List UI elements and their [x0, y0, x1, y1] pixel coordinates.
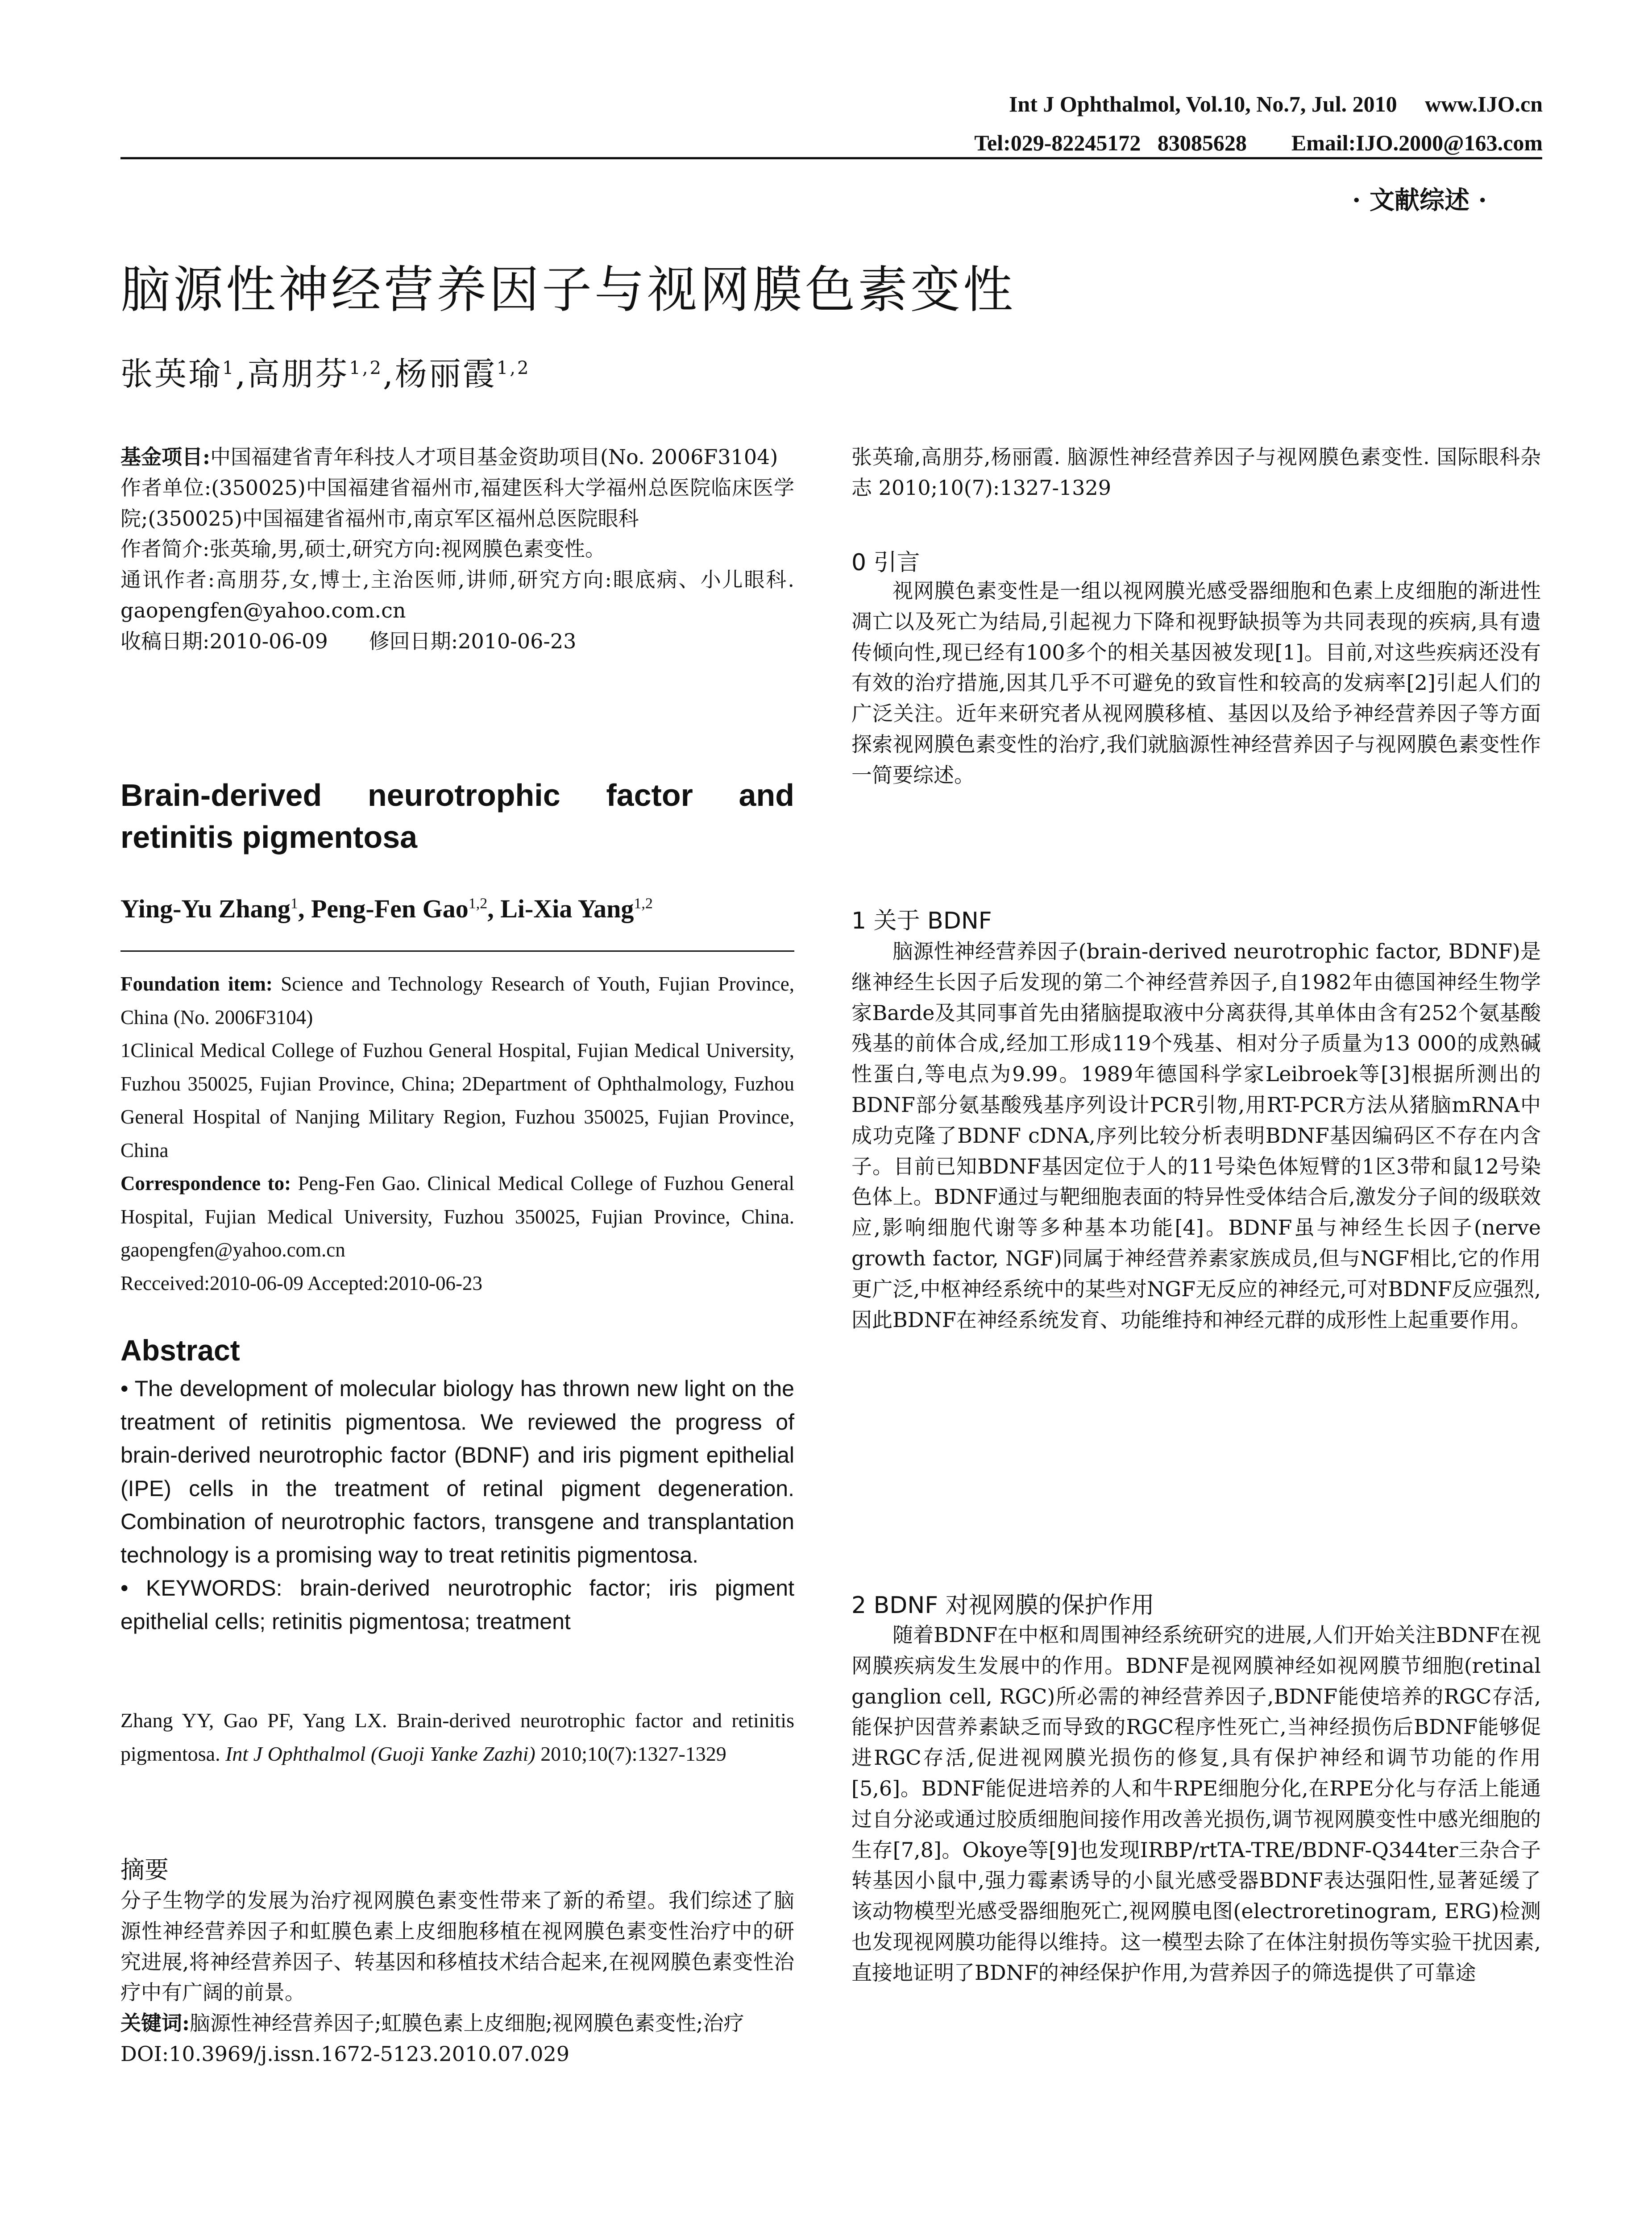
info-en	[120, 967, 794, 1300]
foundation-en-text: Science and Technology Research of Youth, Fujian Province, China (No. 2006F3104)	[120, 973, 795, 1028]
section-rule	[120, 950, 794, 952]
section1-paragraph: 脑源性神经营养因子(brain-derived neurotrophic factor, BDNF)是继神经生长因子后发现的第二个神经营养因子,自1982年由德国神经生物学家Barde及其同事首先由猪脑提取液中分离获得,其单体由含有252个氨基酸残基的前体合成,经加工形成119个残基、相对分子质量为13 000的成熟碱性蛋白,等电点为9.99。1989年德国科学家Leibroek等[3]根据所测出的BDNF部分氨基酸残基序列设计PCR引物,用RT-PCR方法从猪脑mRNA中成功克隆了BDNF cDNA,序列比较分析表明BDNF基因编码区不存在内含子。目前已知BDNF基因定位于人的11号染色体短臂的1区3带和鼠12号染色体上。BDNF通过与靶细胞表面的特异性受体结合后,激发分子间的级联效应,影响细胞代谢等多种基本功能[4]。BDNF虽与神经生长因子(nerve growth factor, NGF)同属于神经营养素家族成员,但与NGF相比,它的作用更广泛,中枢神经系统中的某些对NGF无反应的神经元,可对BDNF反应强烈,因此BDNF在神经系统发育、功能维持和神经元群的成形性上起重要作用。	[851, 939, 1541, 1332]
section2-heading: 2 BDNF 对视网膜的保护作用	[851, 1592, 1154, 1619]
dates-en: Recceived:2010-06-09 Accepted:2010-06-23	[120, 1272, 482, 1294]
author-3-affil: 1,2	[496, 358, 531, 378]
authors-cn	[120, 348, 531, 394]
keywords-en: • KEYWORDS: brain-derived neurotrophic factor; iris pigment epithelial cells; retinitis pigmentosa; treatment	[120, 1576, 794, 1634]
citation-en-post: 2010;10(7):1327-1329	[535, 1742, 726, 1765]
keywords-cn-label: 关键词:	[120, 2011, 190, 2036]
foundation-en	[120, 967, 794, 1034]
authors-en	[120, 894, 794, 924]
author-en-2: , Peng-Fen Gao	[298, 894, 469, 923]
citation-en-pre: Zhang YY, Gao PF, Yang LX. Brain-derived neurotrophic factor and retinitis pigmentosa.	[120, 1709, 794, 1765]
intro-heading: 0 引言	[851, 549, 920, 576]
author-en-3: , Li-Xia Yang	[487, 894, 634, 923]
citation-cn	[851, 442, 1541, 503]
author-en-3-affil: 1,2	[634, 895, 653, 912]
corr-en-label: Correspondence to:	[120, 1172, 291, 1194]
journal-header: Int J Ophthalmol, Vol.10, No.7, Jul. 2010 www.IJO.cn	[1009, 91, 1543, 116]
doi: DOI:10.3969/j.issn.1672-5123.2010.07.029	[120, 2041, 569, 2066]
section2-paragraph: 随着BDNF在中枢和周围神经系统研究的进展,人们开始关注BDNF在视网膜疾病发生发展中的作用。BDNF是视网膜神经如视网膜节细胞(retinal ganglion cell, RGC)所必需的神经营养因子,BDNF能使培养的RGC存活,能保护因营养素缺乏而导致的RGC程序性死亡,当神经损伤后BDNF能够促进RGC存活,促进视网膜光损伤的修复,具有保护神经和调节功能的作用[5,6]。BDNF能促进培养的人和牛RPE细胞分化,在RPE分化与存活上能通过自分泌或通过胶质细胞间接作用改善光损伤,调节视网膜变性中感光细胞的生存[7,8]。Okoye等[9]也发现IRBP/rtTA-TRE/BDNF-Q344ter三杂合子转基因小鼠中,强力霉素诱导的小鼠光感受器BDNF表达强阳性,显著延缓了该动物模型光感受器细胞死亡,视网膜电图(electroretinogram, ERG)检测也发现视网膜功能得以维持。这一模型去除了在体注射损伤等实验干扰因素,直接地证明了BDNF的神经保护作用,为营养因子的筛选提供了可靠途	[851, 1623, 1541, 1985]
info-cn	[120, 442, 794, 657]
author-en-1-affil: 1	[290, 895, 298, 912]
foundation-text: 中国福建省青年科技人才项目基金资助项目(No. 2006F3104)	[210, 445, 778, 469]
author-3: ,杨丽霞	[382, 355, 497, 393]
intro-paragraph: 视网膜色素变性是一组以视网膜光感受器细胞和色素上皮细胞的渐进性凋亡以及死亡为结局,引起视力下降和视野缺损等为共同表现的疾病,具有遗传倾向性,现已经有100多个的相关基因被发现[1]。目前,对这些疾病还没有有效的治疗措施,因其几乎不可避免的致盲性和较高的发病率[2]引起人们的广泛关注。近年来研究者从视网膜移植、基因以及给予神经营养因子等方面探索视网膜色素变性的治疗,我们就脑源性神经营养因子与视网膜色素变性作一简要综述。	[851, 579, 1541, 787]
foundation-cn	[120, 442, 794, 473]
abstract-cn-text: 分子生物学的发展为治疗视网膜色素变性带来了新的希望。我们综述了脑源性神经营养因子和虹膜色素上皮细胞移植在视网膜色素变性治疗中的研究进展,将神经营养因子、转基因和移植技术结合起来,在视网膜色素变性治疗中有广阔的前景。	[120, 1888, 794, 2005]
corr-en	[120, 1167, 794, 1267]
bio-cn	[120, 534, 794, 564]
author-en-2-affil: 1,2	[468, 895, 488, 912]
bio-label: 作者简介:	[120, 537, 210, 561]
section1-heading: 1 关于 BDNF	[851, 908, 992, 934]
corr-en-text: Peng-Fen Gao. Clinical Medical College of Fuzhou General Hospital, Fujian Medical University, Fuzhou 350025, Fujian Province, China. gaopengfen@yahoo.com.cn	[120, 1172, 794, 1261]
corr-cn	[120, 564, 794, 626]
author-2: ,高朋芬	[235, 355, 349, 393]
units-label: 作者单位:	[120, 475, 212, 500]
citation-en	[120, 1704, 794, 1771]
abstract-cn	[120, 1885, 794, 2069]
units-cn	[120, 473, 794, 534]
affiliations-en: 1Clinical Medical College of Fuzhou General Hospital, Fujian Medical University, Fuzhou 350025, Fujian Province, China; 2Department of Ophthalmology, Fuzhou General Hospital of Nanjing Military Region, Fuzhou 350025, Fujian Province, China	[120, 1039, 794, 1161]
foundation-en-label: Foundation item:	[120, 973, 273, 995]
author-2-affil: 1,2	[349, 358, 383, 378]
section-tag: · 文献综述 ·	[1352, 186, 1487, 215]
dates-cn: 收稿日期:2010-06-09 修回日期:2010-06-23	[120, 629, 577, 653]
corr-label: 通讯作者:	[120, 568, 215, 592]
abstract-en	[120, 1372, 794, 1638]
corr-text: 高朋芬,女,博士,主治医师,讲师,研究方向:眼底病、小儿眼科. gaopengfen@yahoo.com.cn	[120, 568, 795, 622]
keywords-cn	[120, 2008, 794, 2039]
author-1-affil: 1	[222, 358, 236, 378]
abstract-cn-heading: 摘要	[120, 1856, 169, 1884]
abstract-en-text: • The development of molecular biology has thrown new light on the treatment of retinitis pigmentosa. We reviewed the progress of brain-derived neurotrophic factor (BDNF) and iris pigment epithelial (IPE) cells in the treatment of retinal pigment degeneration. Combination of neurotrophic factors, transgene and transplantation technology is a promising way to treat retinitis pigmentosa.	[120, 1376, 794, 1568]
section2-body	[851, 1620, 1541, 1988]
title-cn: 脑源性神经营养因子与视网膜色素变性	[120, 261, 1016, 319]
foundation-label: 基金项目:	[120, 445, 210, 469]
units-text: (350025)中国福建省福州市,福建医科大学福州总医院临床医学院;(350025)中国福建省福州市,南京军区福州总医院眼科	[120, 475, 795, 531]
citation-cn-text: 张英瑜,高朋芬,杨丽霞. 脑源性神经营养因子与视网膜色素变性. 国际眼科杂志 2010;10(7):1327-1329	[851, 445, 1541, 500]
bio-text: 张英瑜,男,硕士,研究方向:视网膜色素变性。	[209, 537, 606, 561]
citation-en-journal: Int J Ophthalmol (Guoji Yanke Zazhi)	[225, 1742, 535, 1765]
section1-body	[851, 936, 1541, 1335]
author-1: 张英瑜	[120, 355, 223, 393]
keywords-cn-text: 脑源性神经营养因子;虹膜色素上皮细胞;视网膜色素变性;治疗	[189, 2011, 744, 2036]
author-en-1: Ying-Yu Zhang	[120, 894, 291, 923]
intro-body	[851, 576, 1541, 791]
header-rule	[120, 157, 1542, 159]
abstract-heading: Abstract	[120, 1334, 240, 1367]
journal-contact: Tel:029-82245172 83085628 Email:IJO.2000@163.com	[974, 130, 1543, 155]
title-en: Brain-derived neurotrophic factor and retinitis pigmentosa	[120, 778, 794, 854]
